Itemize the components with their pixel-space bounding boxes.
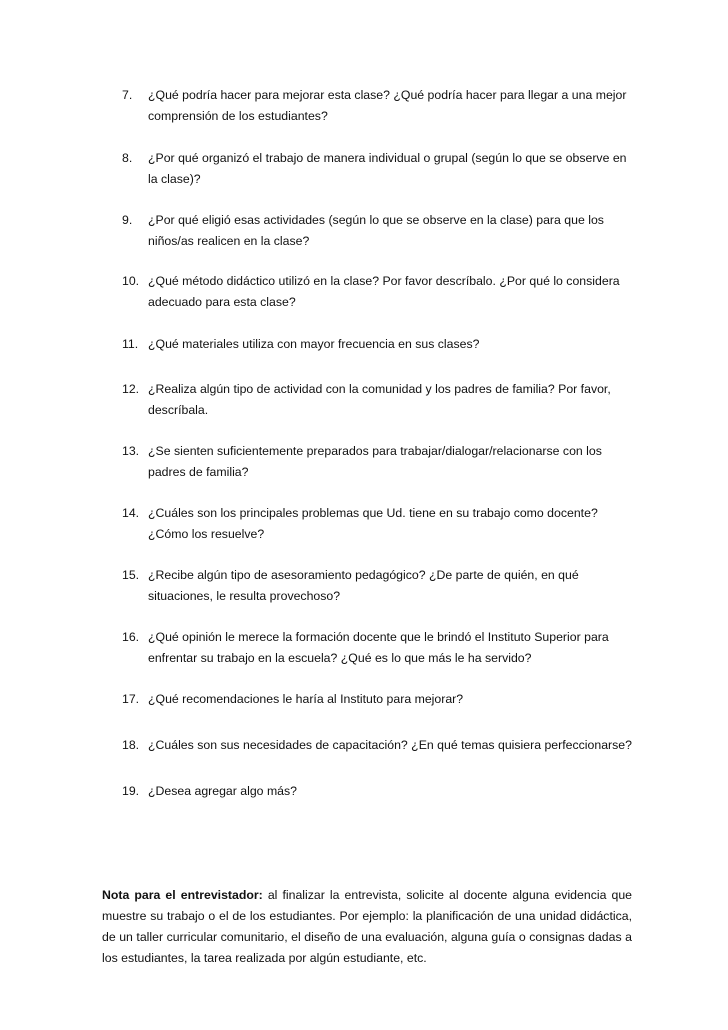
question-number: 12.	[122, 382, 140, 396]
question-number: 18.	[122, 738, 140, 752]
question-text: ¿Qué método didáctico utilizó en la clase? Por favor descríbalo. ¿Por qué lo considera adecuado para esta clase?	[148, 274, 620, 309]
question-number: 8.	[122, 151, 133, 165]
question-text: ¿Cuáles son los principales problemas que Ud. tiene en su trabajo como docente? ¿Cómo los resuelve?	[148, 506, 598, 541]
question-number: 7.	[122, 88, 133, 102]
note-text: al finalizar la entrevista, solicite al docente alguna evidencia que muestre su trabajo o el de los estudiantes. Por ejemplo: la planificación de una unidad didáctica, de un taller curricular comunitario, el diseño de una evaluación, alguna guía o consignas dadas a los estudiantes, la tarea realizada por algún estudiante, etc.	[102, 888, 632, 966]
question-item	[122, 85, 632, 127]
question-item	[122, 210, 632, 252]
question-item	[122, 379, 632, 421]
question-item	[122, 334, 632, 355]
question-text: ¿Recibe algún tipo de asesoramiento pedagógico? ¿De parte de quién, en qué situaciones, le resulta provechoso?	[148, 568, 579, 603]
question-item	[122, 627, 632, 669]
question-text: ¿Qué materiales utiliza con mayor frecuencia en sus clases?	[148, 337, 480, 351]
note-label: Nota para el entrevistador:	[102, 888, 263, 903]
question-number: 19.	[122, 784, 140, 798]
question-number: 10.	[122, 274, 140, 288]
question-text: ¿Se sienten suficientemente preparados para trabajar/dialogar/relacionarse con los padres de familia?	[148, 444, 602, 479]
question-number: 16.	[122, 630, 140, 644]
question-text: ¿Desea agregar algo más?	[148, 784, 298, 798]
question-number: 15.	[122, 568, 140, 582]
question-text: ¿Cuáles son sus necesidades de capacitación? ¿En qué temas quisiera perfeccionarse?	[148, 738, 632, 752]
question-text: ¿Qué podría hacer para mejorar esta clase? ¿Qué podría hacer para llegar a una mejor comprensión de los estudiantes?	[148, 88, 627, 123]
question-text: ¿Qué recomendaciones le haría al Instituto para mejorar?	[148, 692, 464, 706]
question-number: 14.	[122, 506, 140, 520]
question-item	[122, 148, 632, 190]
question-item	[122, 503, 632, 545]
question-text: ¿Por qué organizó el trabajo de manera individual o grupal (según lo que se observe en la clase)?	[148, 151, 627, 186]
question-text: ¿Realiza algún tipo de actividad con la comunidad y los padres de familia? Por favor, descríbala.	[148, 382, 611, 417]
question-item	[122, 565, 632, 607]
question-item	[122, 689, 632, 710]
question-item	[122, 441, 632, 483]
question-text: ¿Por qué eligió esas actividades (según lo que se observe en la clase) para que los niños/as realicen en la clase?	[148, 213, 604, 248]
question-text: ¿Qué opinión le merece la formación docente que le brindó el Instituto Superior para enfrentar su trabajo en la escuela? ¿Qué es lo que más le ha servido?	[148, 630, 609, 665]
question-number: 13.	[122, 444, 140, 458]
question-number: 11.	[122, 337, 139, 351]
question-item	[122, 781, 632, 802]
question-item	[122, 735, 632, 756]
question-number: 9.	[122, 213, 133, 227]
question-number: 17.	[122, 692, 140, 706]
interviewer-note	[102, 885, 632, 969]
question-item	[122, 271, 632, 313]
